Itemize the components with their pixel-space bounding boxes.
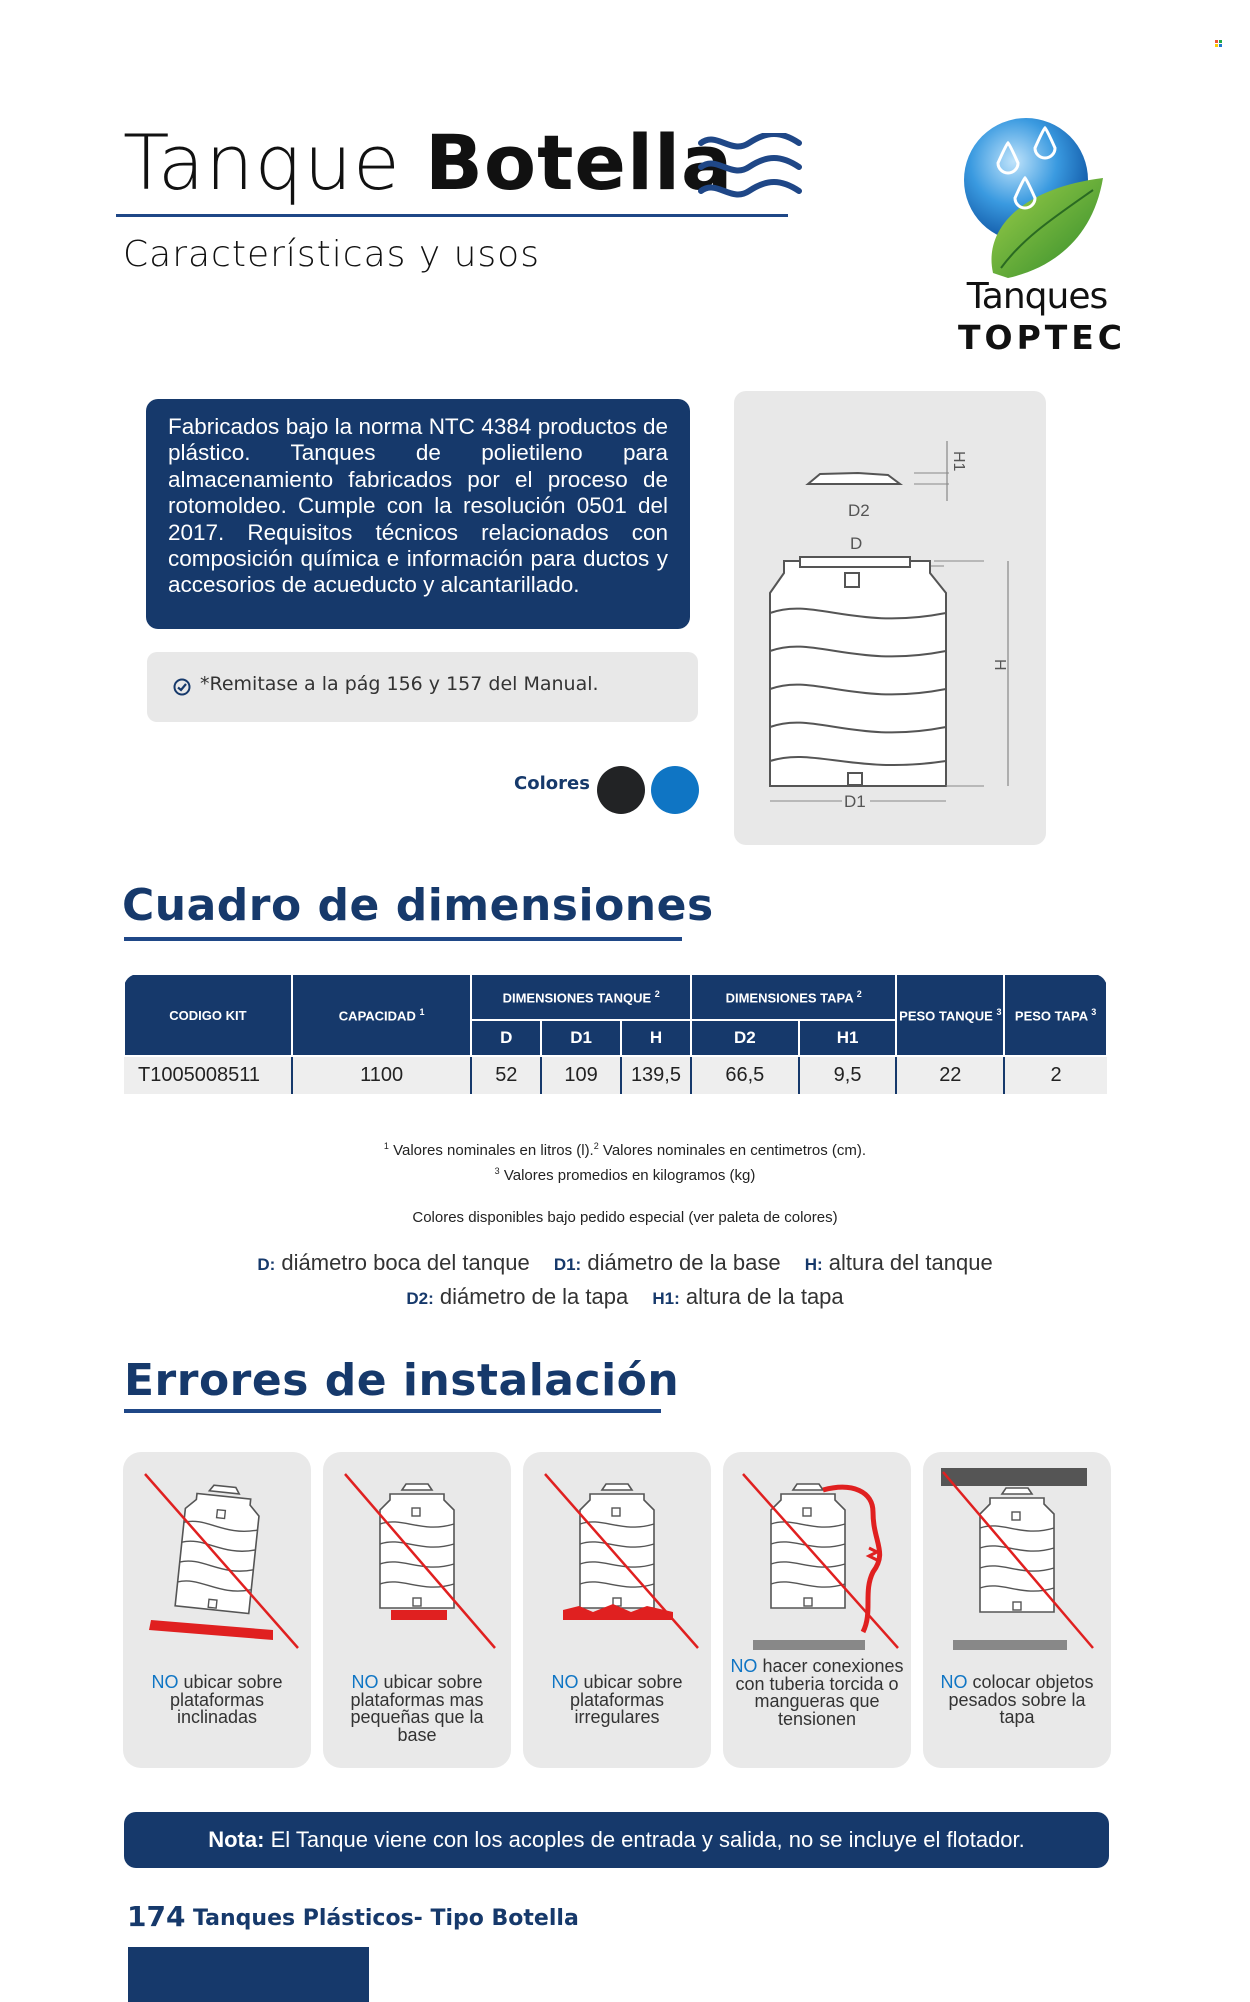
cell-d2: 66,5 [691, 1056, 799, 1094]
col-header-h: H [621, 1020, 691, 1056]
dimensions-title-underline [124, 937, 682, 941]
diagram-label-d: D [850, 534, 863, 553]
dimensions-section-title: Cuadro de dimensiones [122, 880, 714, 931]
logo-word-toptec: TOPTEC [958, 318, 1127, 357]
footer-tab [128, 1947, 369, 2002]
page-subtitle: Características y usos [123, 234, 540, 275]
corner-color-mark [1215, 40, 1222, 47]
page-title [123, 118, 733, 208]
diagram-label-d2: D2 [848, 501, 870, 520]
note-text: El Tanque viene con los acoples de entrada y salida, no se incluye el flotador. [270, 1827, 1025, 1852]
footnote-colors: Colores disponibles bajo pedido especial (ver paleta de colores) [412, 1209, 838, 1226]
dimension-legend-line1: D: diámetro boca del tanque D1: diámetro de la base H: altura del tanque [257, 1250, 993, 1275]
installation-note-bar [124, 1812, 1109, 1868]
col-header-codigo: CODIGO KIT [124, 974, 292, 1056]
col-header-peso-tapa: PESO TAPA $^3$ [1004, 974, 1107, 1056]
title-bold: Botella [424, 118, 734, 207]
error-text-inclined: NO ubicar sobre plataformas inclinadas [151, 1672, 283, 1727]
footnote-units: $^1$ Valores nominales en litros (l).$^2$ Valores nominales en centimetros (cm). [383, 1141, 867, 1159]
col-header-dim-tapa: DIMENSIONES TAPA $^2$ [691, 974, 897, 1020]
error-text-small-platform: NO ubicar sobre plataformas mas pequeñas que la base [350, 1672, 484, 1745]
col-header-d2: D2 [691, 1020, 799, 1056]
error-card-irregular [523, 1452, 711, 1768]
colors-label: Colores [514, 773, 590, 794]
page-number: 174 [127, 1900, 186, 1933]
tank-dimension-diagram [734, 391, 1046, 845]
title-underline [116, 214, 788, 217]
diagram-label-h: H [991, 659, 1008, 671]
cell-d1: 109 [541, 1056, 621, 1094]
error-card-small-platform [323, 1452, 511, 1768]
title-light: Tanque [123, 118, 401, 207]
col-header-d1: D1 [541, 1020, 621, 1056]
description-box: Fabricados bajo la norma NTC 4384 productos de plástico. Tanques de polietileno para almacenamiento fabricados por el proceso de rotomoldeo. Cumple con la resolución 0501 del 2017. Requisitos técnicos relacionados con composición química e información para ductos y accesorios de acueducto y alcantarillado. [146, 399, 690, 629]
tank-diagram-panel [734, 391, 1046, 845]
irregular-platform-icon [523, 1452, 711, 1652]
error-card-heavy-objects [923, 1452, 1111, 1768]
error-card-twisted-pipe [723, 1452, 911, 1768]
logo-word-tanques: Tanques [966, 276, 1108, 317]
small-platform-icon [323, 1452, 511, 1652]
error-text-irregular: NO ubicar sobre plataformas irregulares [551, 1672, 683, 1727]
cell-capacidad: 1100 [292, 1056, 472, 1094]
errors-title-underline [124, 1409, 661, 1413]
error-text-heavy-objects: NO colocar objetos pesados sobre la tapa [940, 1672, 1094, 1727]
dimension-legend-line2: D2: diámetro de la tapa H1: altura de la tapa [406, 1284, 844, 1309]
diagram-label-h1: H1 [950, 451, 967, 472]
error-text-twisted-pipe: NO hacer conexiones con tuberia torcida o mangueras que tensionen [730, 1656, 904, 1729]
footnote-weights: $^3$ Valores promedios en kilogramos (kg) [494, 1166, 756, 1184]
dimensions-table [123, 973, 1108, 1094]
table-row [124, 1056, 1107, 1094]
manual-note-text: *Remitase a la pág 156 y 157 del Manual. [200, 673, 599, 695]
color-swatch-black [597, 766, 645, 814]
cell-peso-tapa: 2 [1004, 1056, 1107, 1094]
inclined-platform-icon [123, 1452, 311, 1652]
color-swatch-blue [651, 766, 699, 814]
cell-peso-tanque: 22 [896, 1056, 1004, 1094]
water-waves-icon [697, 133, 803, 203]
check-circle-icon [173, 678, 191, 696]
col-header-h1: H1 [799, 1020, 897, 1056]
cell-codigo: T1005008511 [124, 1056, 292, 1094]
col-header-d: D [471, 1020, 541, 1056]
note-label: Nota: [208, 1827, 265, 1852]
heavy-object-icon [923, 1452, 1111, 1652]
cell-h: 139,5 [621, 1056, 691, 1094]
col-header-capacidad: CAPACIDAD $^1$ [292, 974, 472, 1056]
col-header-dim-tanque: DIMENSIONES TANQUE $^2$ [471, 974, 691, 1020]
col-header-peso-tanque: PESO TANQUE $^3$ [896, 974, 1004, 1056]
diagram-label-d1: D1 [844, 792, 866, 811]
errors-section-title: Errores de instalación [124, 1355, 680, 1406]
cell-d: 52 [471, 1056, 541, 1094]
error-card-inclined [123, 1452, 311, 1768]
page-caption: Tanques Plásticos- Tipo Botella [193, 1906, 579, 1931]
twisted-pipe-icon [723, 1452, 911, 1652]
cell-h1: 9,5 [799, 1056, 897, 1094]
